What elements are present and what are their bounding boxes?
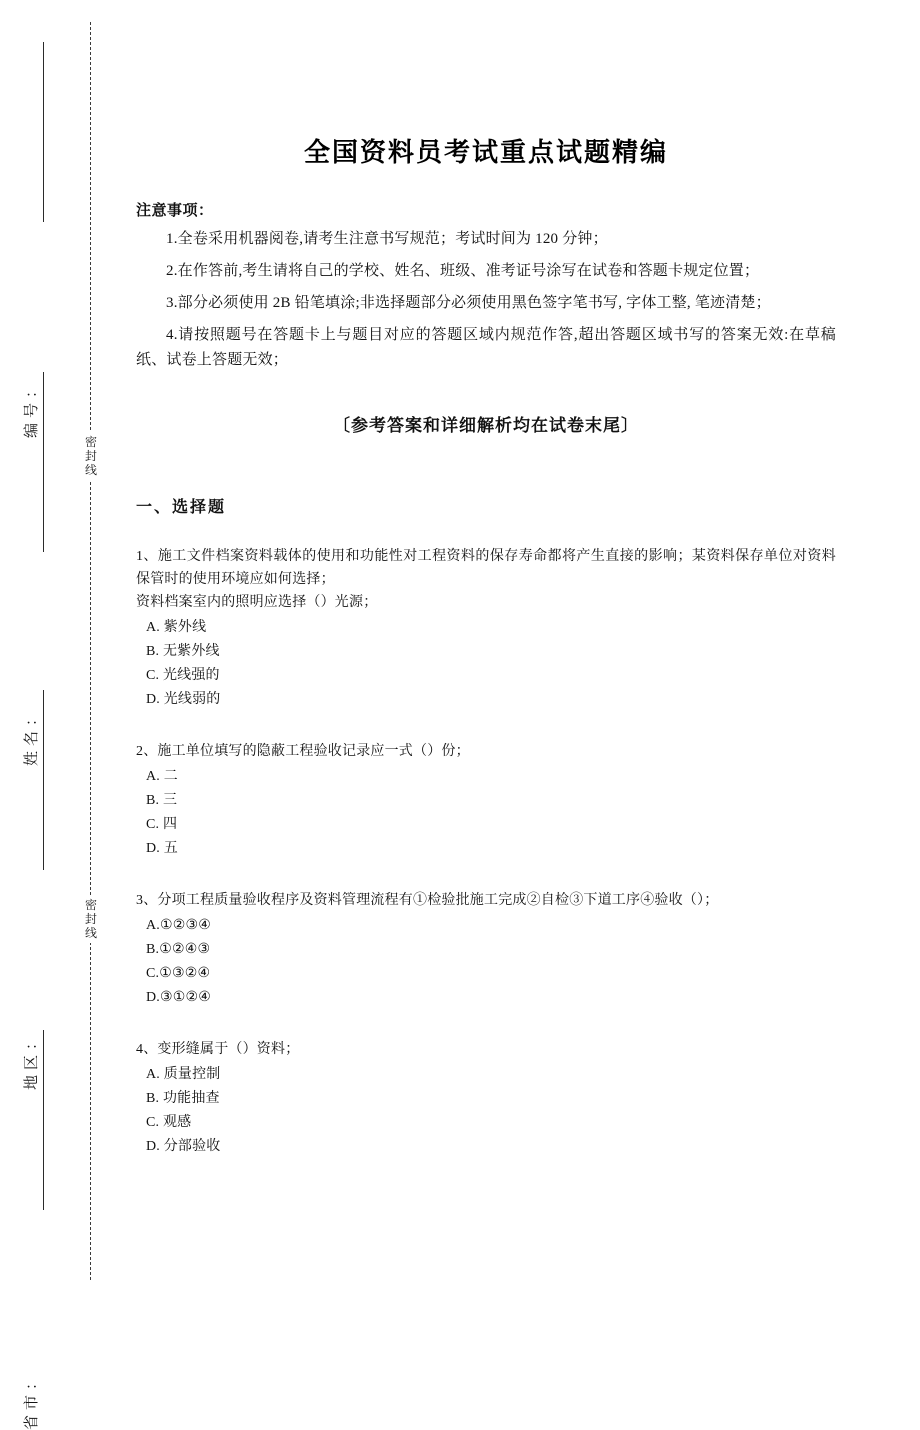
option-list [136,914,836,1010]
option-item[interactable]: B. 功能抽查 [146,1091,220,1106]
field-label-region: 地区： [24,1029,40,1090]
question-block [136,740,836,861]
write-rule-line-number [43,42,44,222]
seal-char-feng: 封 [84,449,97,463]
field-label-number: 编号： [24,377,40,438]
sealing-dashed-line [90,22,91,1280]
option-item[interactable]: A. 二 [146,769,178,784]
option-list [136,765,836,861]
option-item[interactable]: C.①③②④ [146,966,211,981]
question-stem: 2、施工单位填写的隐蔽工程验收记录应一式（）份； [136,744,470,759]
seal-char-mi: 密 [84,435,97,449]
question-block [136,889,836,1010]
question-stem: 1、施工文件档案资料载体的使用和功能性对工程资料的保存寿命都将产生直接的影响；某资料保存单位对资料保管时的使用环境应如何选择； [136,549,836,587]
seal-char-xian: 线 [84,463,97,477]
option-item[interactable]: B. 无紫外线 [146,644,220,659]
option-item[interactable]: A. 紫外线 [146,620,207,635]
question-subline: 资料档案室内的照明应选择（）光源； [136,595,378,610]
seal-char-xian: 线 [84,926,97,940]
seal-char-mi: 密 [84,898,97,912]
field-label-province: 省市： [24,1369,40,1430]
notice-item: 2.在作答前,考生请将自己的学校、姓名、班级、准考证号涂写在试卷和答题卡规定位置； [166,263,760,279]
seal-line-label-bottom [80,895,102,943]
notice-heading: 注意事项： [136,203,214,219]
write-rule-line-province [43,1030,44,1210]
field-label-name: 姓名： [24,705,40,766]
option-item[interactable]: A.①②③④ [146,918,212,933]
option-item[interactable]: D. 分部验收 [146,1139,221,1154]
question-stem: 3、分项工程质量验收程序及资料管理流程有①检验批施工完成②自检③下道工序④验收（）； [136,893,719,908]
seal-char-feng: 封 [84,912,97,926]
write-rule-line-name [43,372,44,552]
option-item[interactable]: C. 观感 [146,1115,192,1130]
option-item[interactable]: D.③①②④ [146,990,212,1005]
question-block [136,545,836,712]
answer-reference-note: 〔参考答案和详细解析均在试卷末尾〕 [333,416,639,435]
seal-line-label-top [80,432,102,480]
option-item[interactable]: B.①②④③ [146,942,211,957]
option-item[interactable]: C. 四 [146,817,178,832]
option-list [136,1063,836,1159]
option-item[interactable]: D. 光线弱的 [146,692,221,707]
option-list [136,616,836,712]
page-title: 全国资料员考试重点试题精编 [303,138,668,167]
question-block [136,1038,836,1159]
notice-list [136,227,836,373]
notice-item: 4.请按照题号在答题卡上与题目对应的答题区域内规范作答,超出答题区域书写的答案无效:在草稿纸、试卷上答题无效； [136,327,836,368]
section-heading-choice: 一、选择题 [136,499,227,516]
option-item[interactable]: A. 质量控制 [146,1067,221,1082]
question-stem: 4、变形缝属于（）资料； [136,1042,300,1057]
notice-item: 3.部分必须使用 2B 铅笔填涂;非选择题部分必须使用黑色签字笔书写, 字体工整, 笔迹清楚； [166,295,771,311]
option-item[interactable]: C. 光线强的 [146,668,220,683]
paper-content [136,0,836,1302]
option-item[interactable]: D. 五 [146,841,178,856]
notice-item: 1.全卷采用机器阅卷,请考生注意书写规范；考试时间为 120 分钟； [166,231,608,247]
option-item[interactable]: B. 三 [146,793,178,808]
sealing-margin [0,0,130,1430]
write-rule-line-region [43,690,44,870]
